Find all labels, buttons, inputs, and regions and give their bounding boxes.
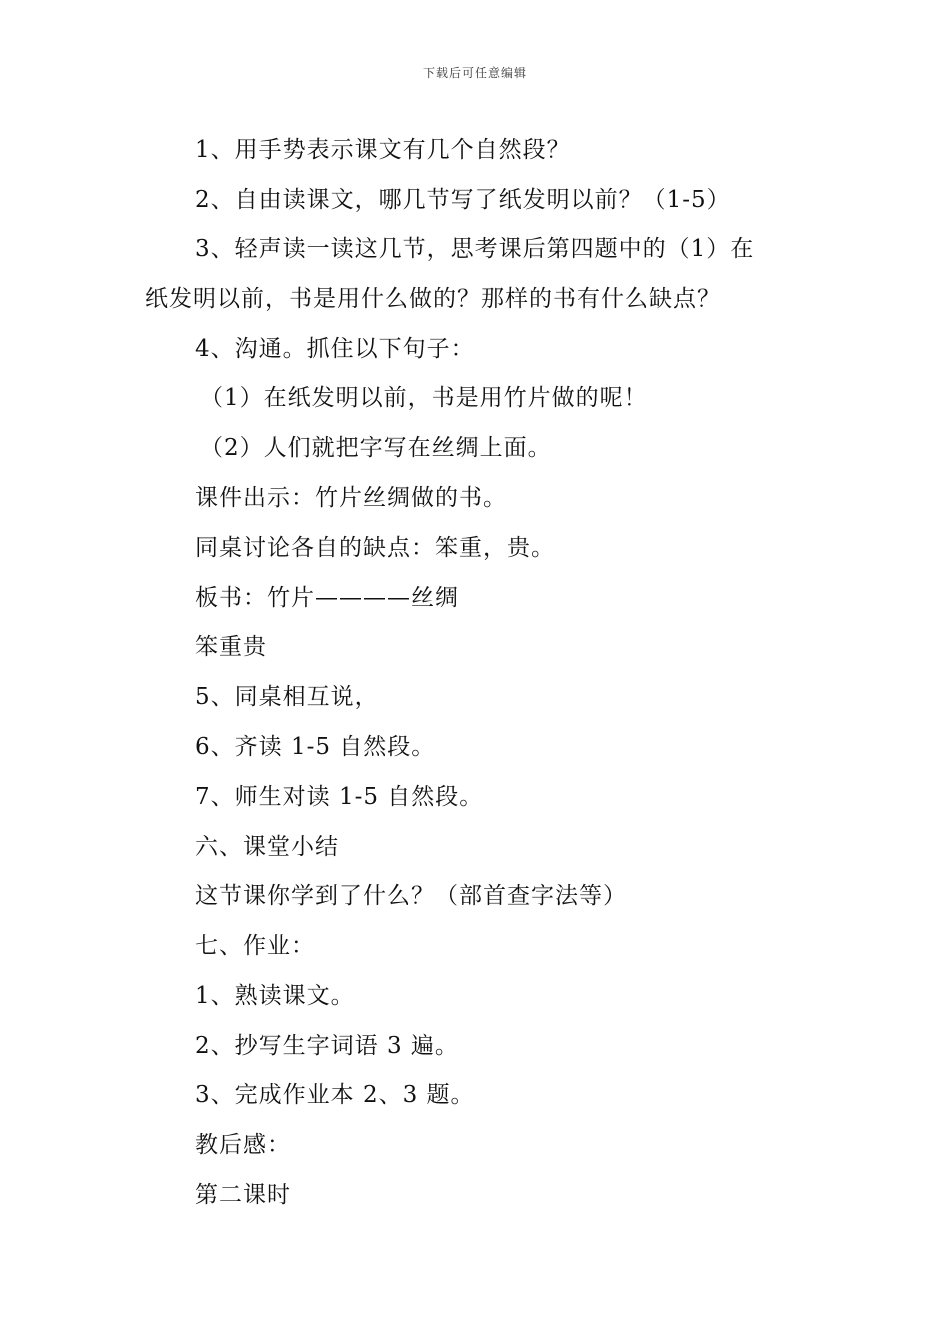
text-line: 课件出示：竹片丝绸做的书。: [195, 485, 507, 511]
text-line: 纸发明以前，书是用什么做的？那样的书有什么缺点？: [145, 286, 721, 312]
text-line: 3、完成作业本 2、3 题。: [195, 1082, 475, 1108]
text-line: （2）人们就把字写在丝绸上面。: [200, 435, 552, 461]
section-heading: 六、课堂小结: [195, 834, 339, 860]
text-line: 1、熟读课文。: [195, 983, 355, 1009]
text-line: 教后感：: [195, 1132, 291, 1158]
text-line: 7、师生对读 1-5 自然段。: [195, 784, 484, 810]
text-line: 笨重贵: [195, 634, 267, 660]
section-heading: 七、作业：: [195, 933, 315, 959]
text-line: 2、自由读课文，哪几节写了纸发明以前？（1-5）: [195, 187, 731, 213]
text-line: 6、齐读 1-5 自然段。: [195, 734, 436, 760]
text-line: 板书：竹片————丝绸: [195, 585, 459, 611]
page-header: 下载后可任意编辑: [422, 66, 527, 80]
text-line: （1）在纸发明以前，书是用竹片做的呢！: [200, 385, 648, 411]
text-line: 这节课你学到了什么？（部首查字法等）: [195, 883, 627, 909]
section-heading: 第二课时: [195, 1182, 291, 1208]
text-line: 5、同桌相互说，: [195, 684, 379, 710]
text-line: 1、用手势表示课文有几个自然段？: [195, 137, 571, 163]
text-line: 4、沟通。抓住以下句子：: [195, 336, 475, 362]
text-line: 同桌讨论各自的缺点：笨重，贵。: [195, 535, 555, 561]
text-line: 3、轻声读一读这几节，思考课后第四题中的（1）在: [195, 236, 755, 262]
text-line: 2、抄写生字词语 3 遍。: [195, 1033, 459, 1059]
